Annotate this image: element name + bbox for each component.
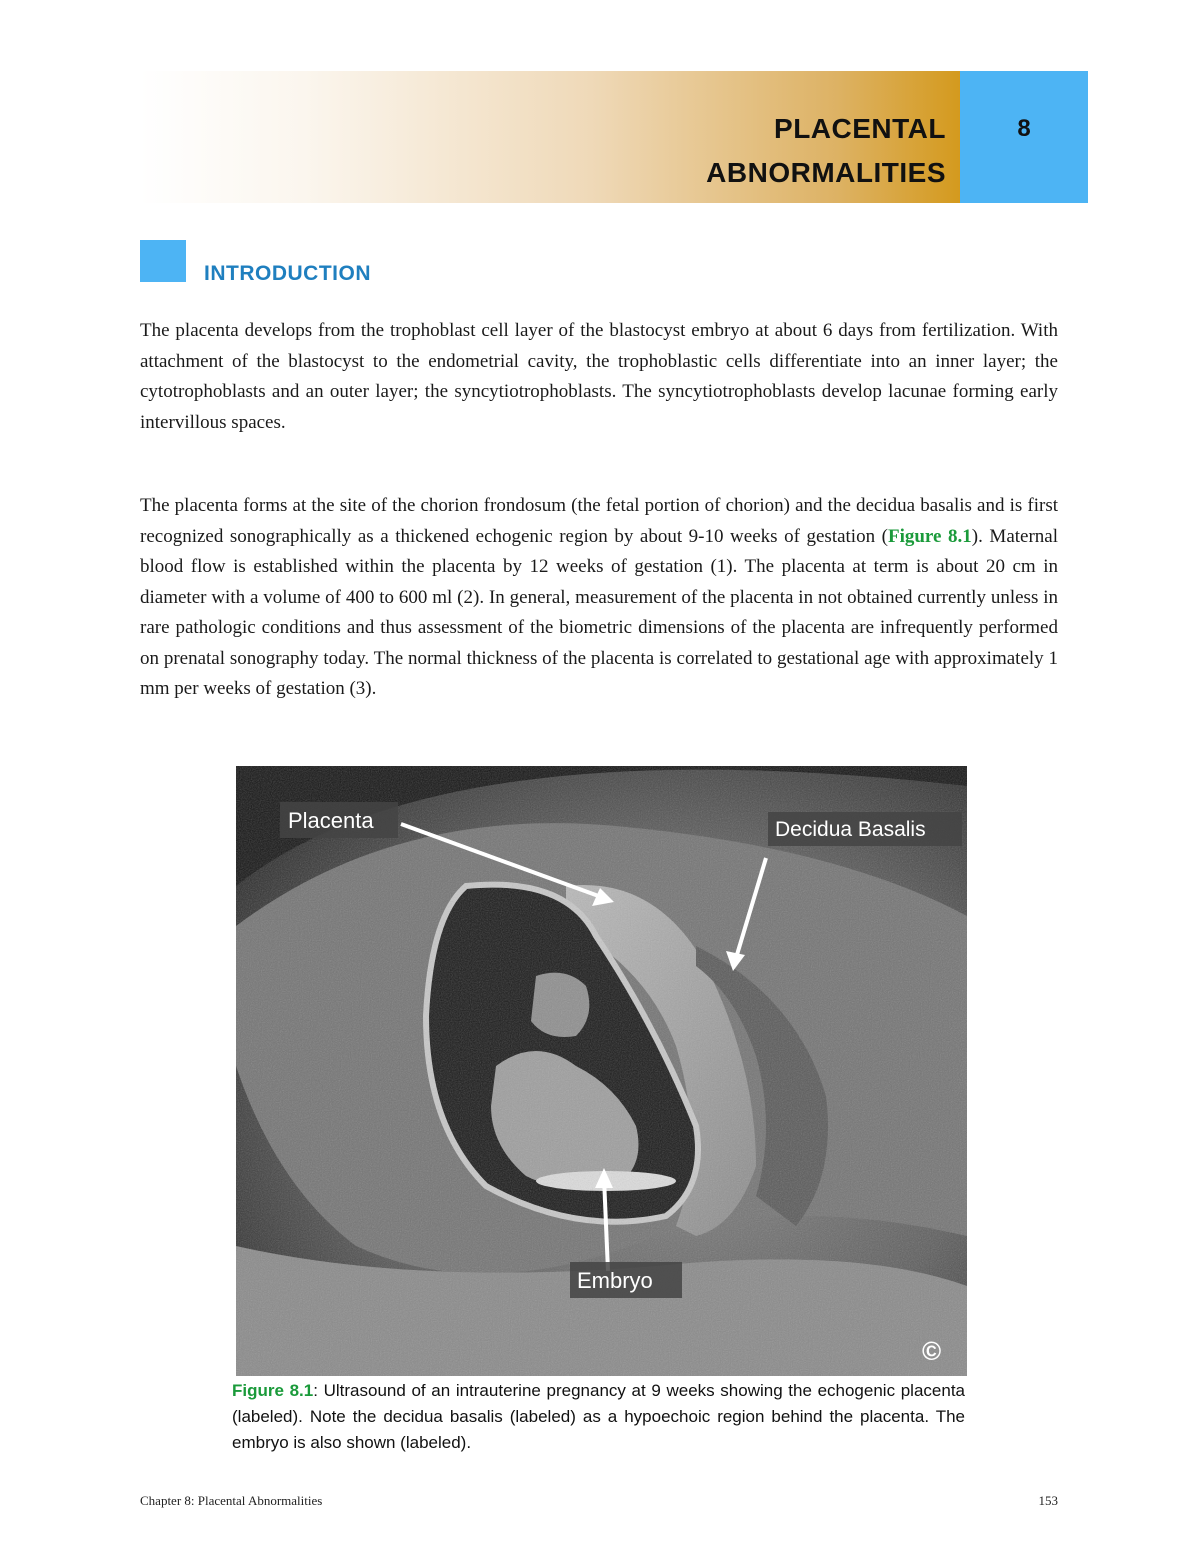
chapter-title-line1: PLACENTAL — [774, 113, 946, 144]
figure-reference-link[interactable]: Figure 8.1 — [887, 525, 972, 547]
placenta-label: Placenta — [288, 808, 374, 833]
ultrasound-figure — [236, 766, 967, 1376]
decidua-label: Decidua Basalis — [775, 818, 926, 841]
intro-paragraph-1: The placenta develops from the trophoblast cell layer of the blastocyst embryo at about 6 days from fertilization. With attachment of the blastocyst to the endometrial cavity, the trophoblastic cells differentiate into an inner layer; the cytotrophoblasts and an outer layer; the syncytiotrophoblasts. The syncytiotrophoblasts develop lacunae forming early intervillous spaces. — [140, 320, 1058, 433]
footer-page-number: 153 — [1038, 1493, 1058, 1508]
chapter-title — [706, 107, 946, 195]
footer-chapter: Chapter 8: Placental Abnormalities — [140, 1493, 323, 1508]
chapter-title-line2: ABNORMALITIES — [706, 157, 946, 188]
section-heading: INTRODUCTION — [204, 262, 371, 285]
chapter-number-box — [960, 71, 1088, 203]
intro-paragraph-2 — [140, 491, 1058, 705]
section-marker — [140, 240, 186, 282]
figure-caption — [232, 1378, 965, 1456]
chapter-number: 8 — [1017, 115, 1031, 142]
paragraph-2-text-b: ). Maternal blood flow is established within the placenta by 12 weeks of gestation (1). The placenta at term is about 20 cm in diameter with a volume of 400 to 600 ml (2). In general, measurement of the placenta in not obtained currently unless in rare pathologic conditions and thus assessment of the biometric dimensions of the placenta are infrequently performed on prenatal sonography today. The normal thickness of the placenta is correlated to gestational age with approximately 1 mm per weeks of gestation (3). — [140, 525, 1059, 699]
caption-text: : Ultrasound of an intrauterine pregnancy at 9 weeks showing the echogenic placenta (labeled). Note the decidua basalis (labeled) as a hypoechoic region behind the placenta. The embryo is also shown (labeled). — [232, 1381, 965, 1452]
paragraph-2-text-a: The placenta forms at the site of the chorion frondosum (the fetal portion of chorion) and the decidua basalis and is first recognized sonographically as a thickened echogenic region by about 9-10 weeks of gestation ( — [140, 495, 1058, 547]
embryo-label: Embryo — [577, 1268, 653, 1293]
chapter-header-band — [140, 71, 960, 203]
ultrasound-image — [236, 766, 967, 1376]
copyright-mark: © — [922, 1336, 942, 1366]
caption-label: Figure 8.1 — [232, 1381, 314, 1400]
